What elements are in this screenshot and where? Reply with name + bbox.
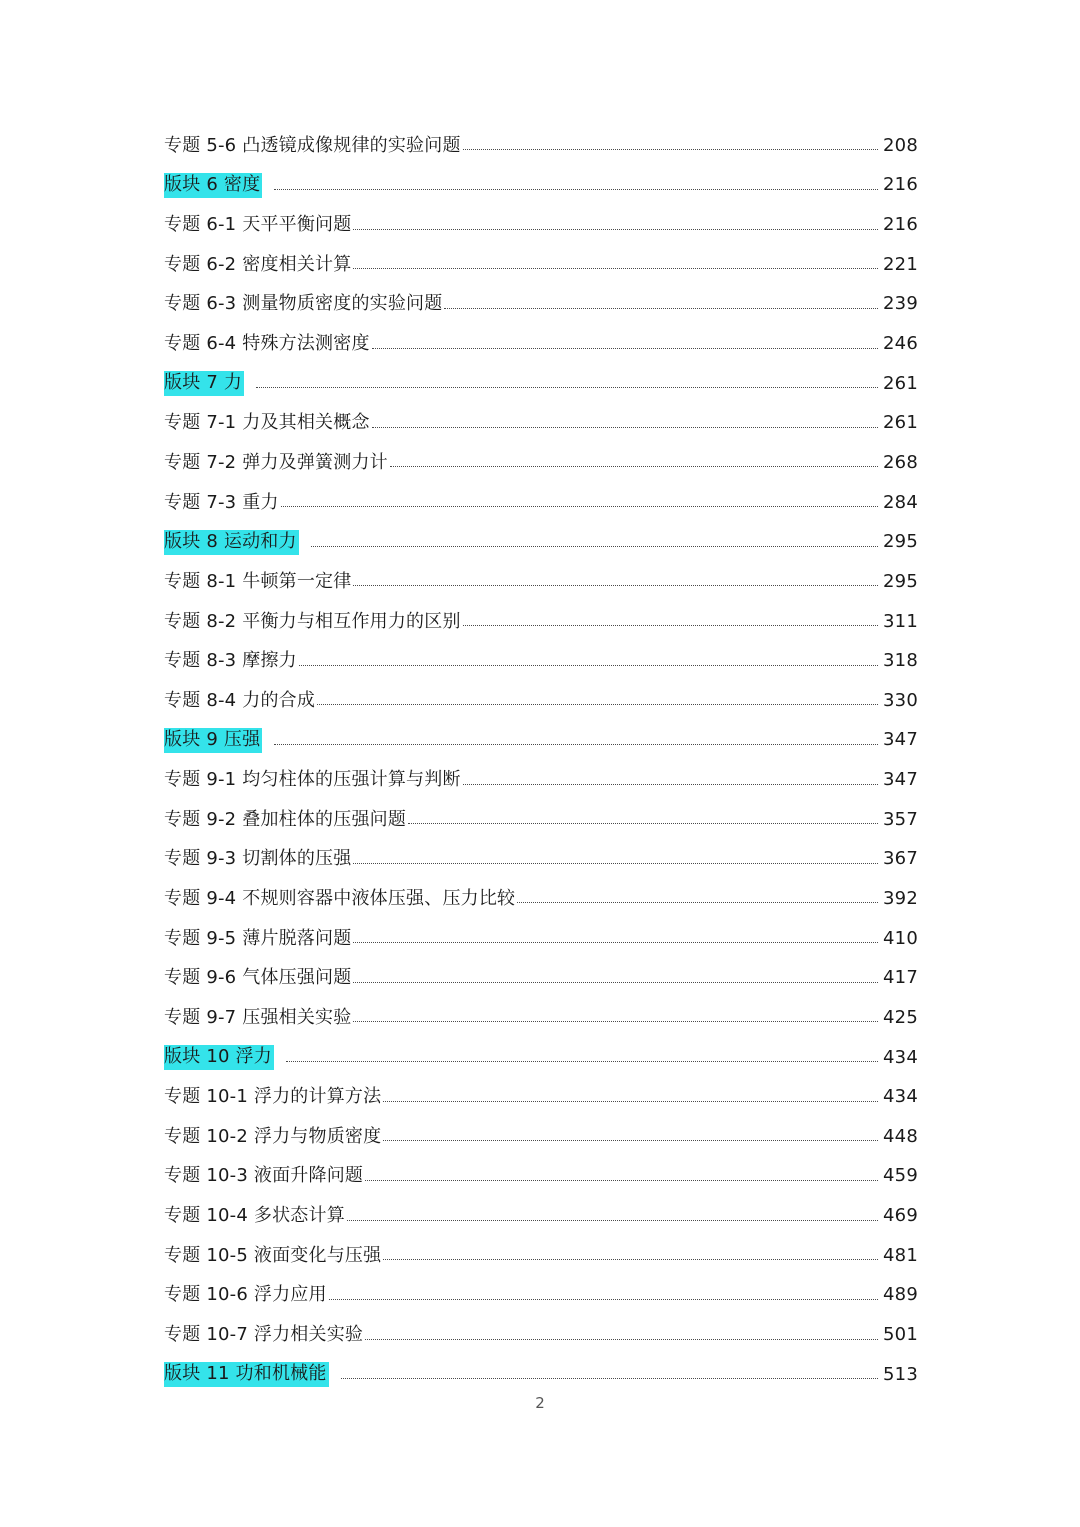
page-number: 2 bbox=[535, 1394, 545, 1412]
toc-topic-row[interactable] bbox=[164, 879, 918, 919]
toc-topic-title: 专题 10-2 浮力与物质密度 bbox=[164, 1125, 382, 1147]
dot-leader bbox=[353, 585, 878, 586]
toc-topic-title: 专题 9-2 叠加柱体的压强问题 bbox=[164, 808, 407, 830]
toc-topic-title: 专题 9-1 均匀柱体的压强计算与判断 bbox=[164, 769, 461, 791]
toc-topic-row[interactable] bbox=[164, 324, 918, 364]
dot-leader bbox=[353, 942, 878, 943]
dot-leader bbox=[353, 982, 878, 983]
toc-page-number: 448 bbox=[883, 1125, 918, 1147]
toc-section-title: 版块 8 运动和力 bbox=[164, 530, 299, 555]
toc-section-row[interactable] bbox=[164, 364, 918, 404]
toc-page-number: 513 bbox=[883, 1363, 918, 1385]
toc-page-number: 239 bbox=[883, 293, 918, 315]
toc-topic-row[interactable] bbox=[164, 1157, 918, 1197]
toc-page-number: 311 bbox=[883, 610, 918, 632]
toc-topic-title: 专题 8-2 平衡力与相互作用力的区别 bbox=[164, 610, 461, 632]
dot-leader bbox=[256, 387, 878, 388]
toc-topic-row[interactable] bbox=[164, 443, 918, 483]
toc-topic-title: 专题 10-7 浮力相关实验 bbox=[164, 1324, 364, 1346]
toc-topic-title: 专题 8-1 牛顿第一定律 bbox=[164, 570, 352, 592]
toc-topic-row[interactable] bbox=[164, 800, 918, 840]
toc-topic-title: 专题 8-3 摩擦力 bbox=[164, 650, 297, 672]
dot-leader bbox=[274, 744, 878, 745]
toc-page-number: 261 bbox=[883, 412, 918, 434]
toc-page-number: 284 bbox=[883, 491, 918, 513]
toc-topic-row[interactable] bbox=[164, 919, 918, 959]
toc-page-number: 434 bbox=[883, 1046, 918, 1068]
dot-leader bbox=[347, 1220, 878, 1221]
dot-leader bbox=[372, 348, 878, 349]
dot-leader bbox=[365, 1180, 878, 1181]
toc-page-number: 295 bbox=[883, 531, 918, 553]
toc-topic-title: 专题 9-3 切割体的压强 bbox=[164, 848, 352, 870]
dot-leader bbox=[444, 308, 878, 309]
toc-page-number: 295 bbox=[883, 570, 918, 592]
dot-leader bbox=[383, 1259, 878, 1260]
toc-topic-row[interactable] bbox=[164, 1315, 918, 1355]
toc-topic-row[interactable] bbox=[164, 998, 918, 1038]
toc-topic-row[interactable] bbox=[164, 1196, 918, 1236]
toc-page-number: 221 bbox=[883, 253, 918, 275]
toc-topic-row[interactable] bbox=[164, 245, 918, 285]
toc-topic-row[interactable] bbox=[164, 641, 918, 681]
toc-section-title: 版块 11 功和机械能 bbox=[164, 1362, 329, 1387]
toc-topic-row[interactable] bbox=[164, 1276, 918, 1316]
toc-topic-title: 专题 7-3 重力 bbox=[164, 491, 279, 513]
toc-page-number: 246 bbox=[883, 333, 918, 355]
dot-leader bbox=[317, 704, 878, 705]
toc-section-title: 版块 7 力 bbox=[164, 371, 244, 396]
toc-page-number: 330 bbox=[883, 689, 918, 711]
dot-leader bbox=[329, 1299, 878, 1300]
dot-leader bbox=[408, 823, 878, 824]
toc-topic-title: 专题 10-6 浮力应用 bbox=[164, 1284, 327, 1306]
dot-leader bbox=[383, 1140, 878, 1141]
dot-leader bbox=[286, 1061, 878, 1062]
toc-section-title: 版块 10 浮力 bbox=[164, 1045, 274, 1070]
toc-topic-title: 专题 10-3 液面升降问题 bbox=[164, 1165, 364, 1187]
dot-leader bbox=[390, 466, 878, 467]
toc-page-number: 268 bbox=[883, 451, 918, 473]
toc-topic-row[interactable] bbox=[164, 602, 918, 642]
toc-topic-row[interactable] bbox=[164, 285, 918, 325]
toc-page-number: 501 bbox=[883, 1324, 918, 1346]
table-of-contents bbox=[164, 126, 918, 1395]
toc-topic-title: 专题 10-1 浮力的计算方法 bbox=[164, 1086, 382, 1108]
dot-leader bbox=[353, 863, 878, 864]
toc-topic-title: 专题 8-4 力的合成 bbox=[164, 689, 316, 711]
toc-topic-title: 专题 9-4 不规则容器中液体压强、压力比较 bbox=[164, 887, 516, 909]
toc-section-title: 版块 9 压强 bbox=[164, 728, 262, 753]
toc-topic-title: 专题 7-2 弹力及弹簧测力计 bbox=[164, 451, 388, 473]
dot-leader bbox=[353, 268, 878, 269]
toc-topic-row[interactable] bbox=[164, 1236, 918, 1276]
toc-topic-row[interactable] bbox=[164, 681, 918, 721]
toc-topic-row[interactable] bbox=[164, 840, 918, 880]
dot-leader bbox=[372, 427, 878, 428]
dot-leader bbox=[383, 1101, 878, 1102]
toc-page-number: 208 bbox=[883, 134, 918, 156]
dot-leader bbox=[463, 784, 878, 785]
toc-section-row[interactable] bbox=[164, 1355, 918, 1395]
dot-leader bbox=[311, 546, 878, 547]
toc-page-number: 489 bbox=[883, 1284, 918, 1306]
dot-leader bbox=[463, 149, 878, 150]
toc-topic-row[interactable] bbox=[164, 483, 918, 523]
dot-leader bbox=[281, 506, 878, 507]
dot-leader bbox=[353, 1021, 878, 1022]
toc-topic-title: 专题 9-5 薄片脱落问题 bbox=[164, 927, 352, 949]
toc-page-number: 357 bbox=[883, 808, 918, 830]
toc-topic-row[interactable] bbox=[164, 205, 918, 245]
toc-topic-row[interactable] bbox=[164, 1117, 918, 1157]
toc-topic-title: 专题 6-2 密度相关计算 bbox=[164, 253, 352, 275]
toc-topic-title: 专题 7-1 力及其相关概念 bbox=[164, 412, 370, 434]
toc-topic-title: 专题 9-6 气体压强问题 bbox=[164, 967, 352, 989]
toc-topic-row[interactable] bbox=[164, 562, 918, 602]
toc-page-number: 261 bbox=[883, 372, 918, 394]
toc-page-number: 347 bbox=[883, 729, 918, 751]
toc-page-number: 481 bbox=[883, 1244, 918, 1266]
toc-topic-title: 专题 5-6 凸透镜成像规律的实验问题 bbox=[164, 134, 461, 156]
dot-leader bbox=[353, 229, 878, 230]
toc-page-number: 392 bbox=[883, 887, 918, 909]
toc-section-row[interactable] bbox=[164, 522, 918, 562]
dot-leader bbox=[365, 1339, 878, 1340]
toc-topic-title: 专题 6-4 特殊方法测密度 bbox=[164, 333, 370, 355]
toc-page-number: 410 bbox=[883, 927, 918, 949]
toc-page-number: 469 bbox=[883, 1205, 918, 1227]
dot-leader bbox=[463, 625, 878, 626]
dot-leader bbox=[517, 902, 878, 903]
toc-page-number: 459 bbox=[883, 1165, 918, 1187]
toc-page-number: 367 bbox=[883, 848, 918, 870]
toc-topic-row[interactable] bbox=[164, 1077, 918, 1117]
toc-topic-row[interactable] bbox=[164, 126, 918, 166]
toc-page-number: 417 bbox=[883, 967, 918, 989]
toc-topic-title: 专题 10-4 多状态计算 bbox=[164, 1205, 345, 1227]
toc-section-row[interactable] bbox=[164, 166, 918, 206]
toc-page-number: 216 bbox=[883, 214, 918, 236]
toc-topic-row[interactable] bbox=[164, 760, 918, 800]
toc-page-number: 216 bbox=[883, 174, 918, 196]
toc-topic-title: 专题 6-3 测量物质密度的实验问题 bbox=[164, 293, 443, 315]
toc-page-number: 425 bbox=[883, 1006, 918, 1028]
dot-leader bbox=[341, 1378, 878, 1379]
toc-topic-title: 专题 6-1 天平平衡问题 bbox=[164, 214, 352, 236]
dot-leader bbox=[299, 665, 878, 666]
toc-page-number: 434 bbox=[883, 1086, 918, 1108]
toc-section-row[interactable] bbox=[164, 721, 918, 761]
toc-page-number: 347 bbox=[883, 769, 918, 791]
toc-topic-title: 专题 10-5 液面变化与压强 bbox=[164, 1244, 382, 1266]
toc-topic-row[interactable] bbox=[164, 403, 918, 443]
toc-topic-row[interactable] bbox=[164, 958, 918, 998]
toc-topic-title: 专题 9-7 压强相关实验 bbox=[164, 1006, 352, 1028]
toc-section-row[interactable] bbox=[164, 1038, 918, 1078]
toc-page-number: 318 bbox=[883, 650, 918, 672]
dot-leader bbox=[274, 189, 878, 190]
toc-section-title: 版块 6 密度 bbox=[164, 173, 262, 198]
